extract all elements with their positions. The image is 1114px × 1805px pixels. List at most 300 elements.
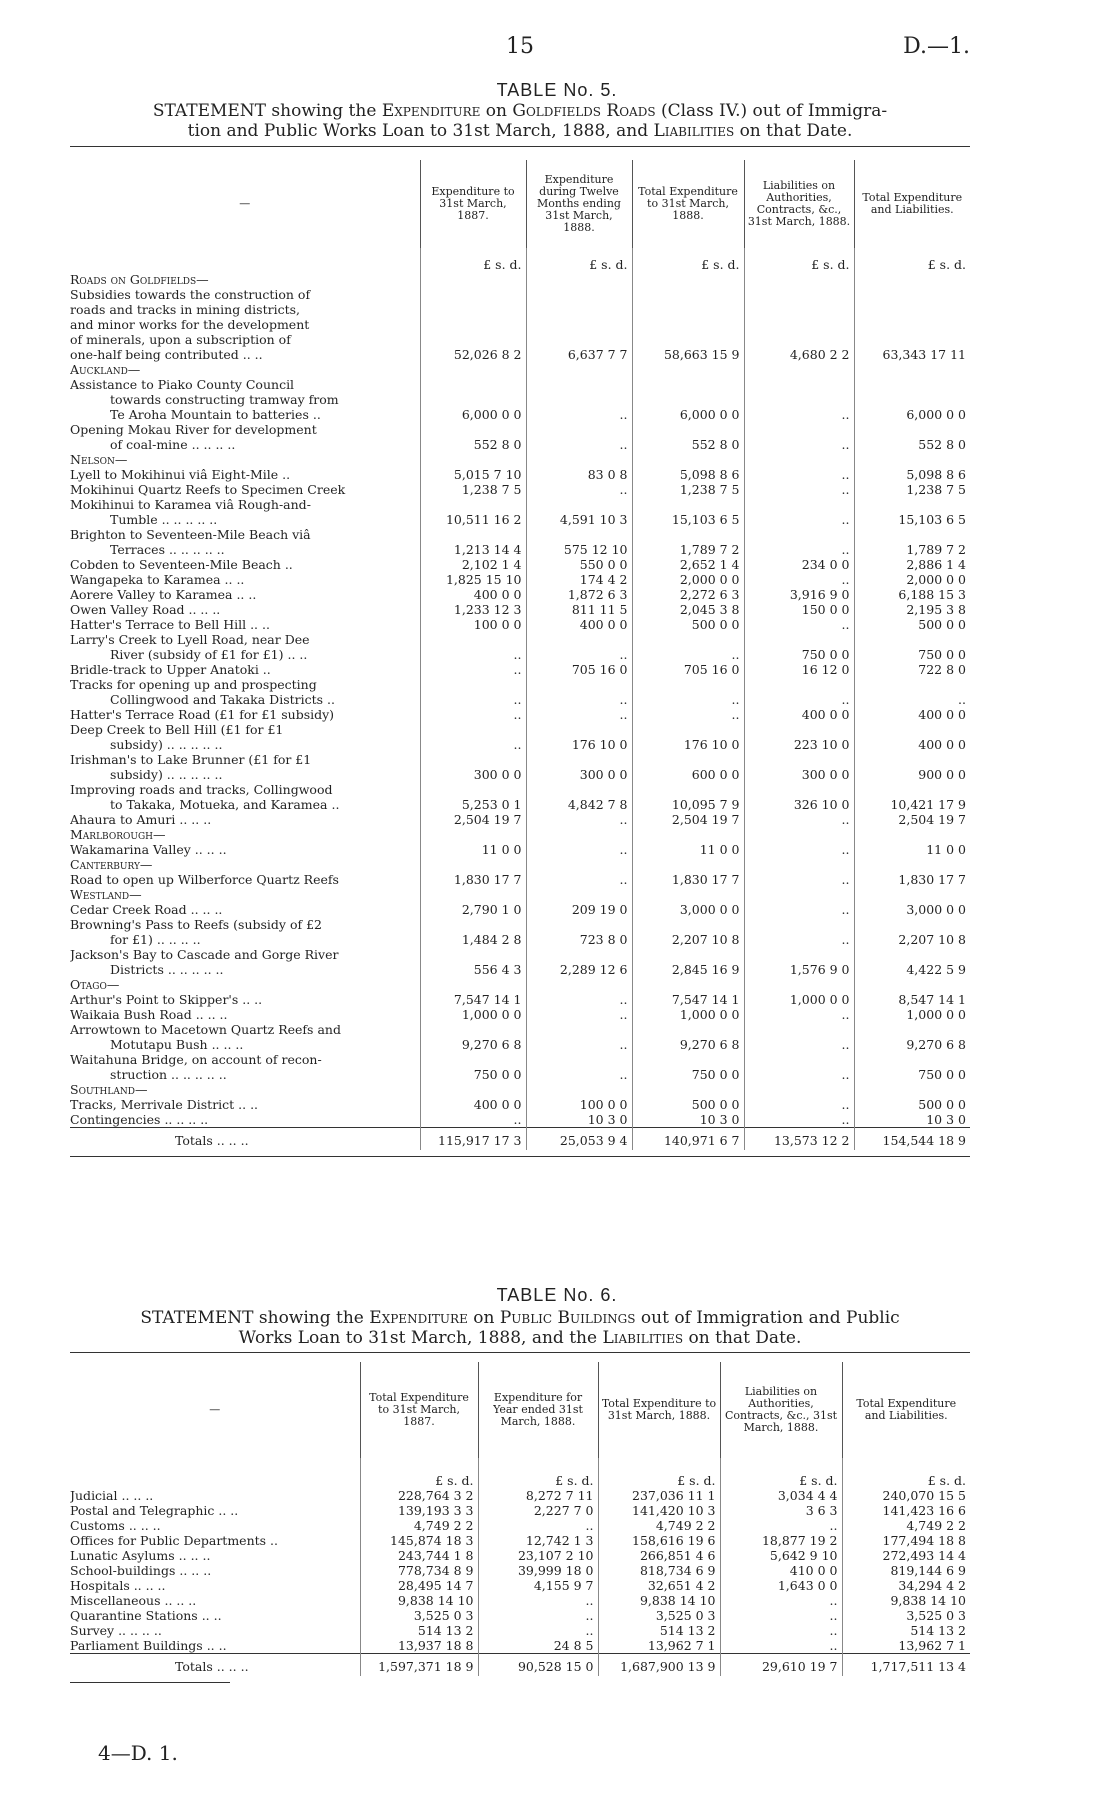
table5-row-label: Ahaura to Amuri .. .. ..: [70, 812, 212, 827]
table5-row-value: [854, 497, 970, 512]
table5-row: [70, 587, 970, 602]
table5-row-label: Road to open up Wilberforce Quartz Reefs: [70, 872, 339, 887]
table5-row-value: [526, 632, 632, 647]
table5-row-value: [420, 1022, 526, 1037]
table5-row-value: 2,102 1 4: [420, 557, 526, 572]
table5-row-label: for £1) .. .. .. ..: [110, 932, 201, 947]
table5-row-label: to Takaka, Motueka, and Karamea ..: [110, 797, 340, 812]
table5-row-value: [632, 632, 744, 647]
page-number: 15: [506, 34, 534, 59]
table6-row-label: Parliament Buildings .. ..: [70, 1638, 227, 1653]
table6-col-5: Total Expenditure and Liabilities.: [842, 1362, 970, 1458]
table5-row-value: ..: [526, 407, 632, 422]
table5: [70, 160, 970, 1150]
table5-row-value: [854, 887, 970, 902]
table5-row-value: [744, 857, 854, 872]
table5-row-label: Motutapu Bush .. .. ..: [110, 1037, 244, 1052]
table5-row: [70, 1097, 970, 1112]
table5-row-value: 209 19 0: [526, 902, 632, 917]
table6-col-4: Liabilities on Authorities, Contracts, &c., 31st March, 1888.: [720, 1362, 842, 1458]
table5-row-value: 1,789 7 2: [854, 542, 970, 557]
table5-row-value: 600 0 0: [632, 767, 744, 782]
table5-row-value: 52,026 8 2: [420, 347, 526, 362]
table5-row-value: 400 0 0: [744, 707, 854, 722]
table6-row-label: Offices for Public Departments ..: [70, 1533, 278, 1548]
table5-row-value: 1,238 7 5: [632, 482, 744, 497]
table5-row-value: 9,270 6 8: [854, 1037, 970, 1052]
table5-row-value: [744, 947, 854, 962]
table5-totals-label: Totals .. .. ..: [70, 1128, 420, 1151]
table6-col-0: —: [209, 1403, 221, 1416]
table5-row-value: 6,000 0 0: [854, 407, 970, 422]
table5-row-value: [526, 1022, 632, 1037]
table5-row-value: 750 0 0: [744, 647, 854, 662]
table5-unit-cell: £ s. d.: [420, 248, 526, 272]
table5-row-value: 11 0 0: [854, 842, 970, 857]
table5-row-label: Te Aroha Mountain to batteries ..: [110, 407, 321, 422]
table5-row-value: ..: [526, 992, 632, 1007]
table5-row-value: [420, 332, 526, 347]
table5-row: [70, 542, 970, 557]
table6-row: [70, 1593, 970, 1608]
table6-row-value: 8,272 7 11: [478, 1488, 598, 1503]
table5-row-value: [632, 377, 744, 392]
table5-row-value: 400 0 0: [854, 707, 970, 722]
table5-col-5: Total Expenditure and Liabilities.: [854, 160, 970, 248]
table5-col-2: Expenditure during Twelve Months ending 31st March, 1888.: [526, 160, 632, 248]
table5-row-label: Mokihinui to Karamea viâ Rough-and-: [70, 497, 311, 512]
table5-row-value: ..: [744, 872, 854, 887]
table5-row-value: 15,103 6 5: [854, 512, 970, 527]
table5-row-value: [420, 1082, 526, 1097]
table6-col-3: Total Expenditure to 31st March, 1888.: [598, 1362, 720, 1458]
table5-row-value: 1,000 0 0: [420, 1007, 526, 1022]
table5-row-value: 550 0 0: [526, 557, 632, 572]
table5-row-value: [420, 527, 526, 542]
table5-row-value: [854, 917, 970, 932]
table5-row-value: [744, 332, 854, 347]
table5-row-value: ..: [632, 692, 744, 707]
table6-row-value: 39,999 18 0: [478, 1563, 598, 1578]
table5-row-label: Contingencies .. .. .. ..: [70, 1112, 209, 1127]
table5-row-value: ..: [744, 617, 854, 632]
table5-row: [70, 752, 970, 767]
table5-top-rule: [70, 146, 970, 147]
table5-row-value: [744, 452, 854, 467]
table5-row-value: [744, 977, 854, 992]
table5-row-value: ..: [420, 737, 526, 752]
table5-row-value: [420, 362, 526, 377]
table5-row-value: [854, 947, 970, 962]
table5-statement: STATEMENT showing the Expenditure on Goldfields Roads (Class IV.) out of Immigra- tion and Public Works Loan to 31st March, 1888, and Liabilities on that Date.: [152, 101, 888, 141]
table6-row-value: 514 13 2: [360, 1623, 478, 1638]
table6-unit-cell: £ s. d.: [720, 1458, 842, 1488]
table5-totals-value: 13,573 12 2: [744, 1128, 854, 1151]
table5-row-value: ..: [526, 692, 632, 707]
table5-row-value: 2,207 10 8: [632, 932, 744, 947]
table5-row: [70, 662, 970, 677]
table5-row-value: 500 0 0: [854, 617, 970, 632]
table5-row: [70, 992, 970, 1007]
table5-row-value: ..: [526, 647, 632, 662]
table5-totals-row: [70, 1128, 970, 1151]
table6-row-value: 18,877 19 2: [720, 1533, 842, 1548]
table5-row-value: [854, 377, 970, 392]
table6-row-value: ..: [720, 1518, 842, 1533]
table5-row-value: 7,547 14 1: [632, 992, 744, 1007]
table5-row-label: Mokihinui Quartz Reefs to Specimen Creek: [70, 482, 346, 497]
table5-row-value: ..: [526, 437, 632, 452]
table5-row-label: and minor works for the development: [70, 317, 310, 332]
table5-row-label: Arthur's Point to Skipper's .. ..: [70, 992, 263, 1007]
table5-row-value: [420, 752, 526, 767]
table5-row: [70, 827, 970, 842]
table5-row-label: Larry's Creek to Lyell Road, near Dee: [70, 632, 310, 647]
table6-row-value: 13,962 7 1: [842, 1638, 970, 1654]
table5-unit-cell: £ s. d.: [632, 248, 744, 272]
table6-row-value: 9,838 14 10: [598, 1593, 720, 1608]
table5-row-value: [632, 977, 744, 992]
table5-row-value: [744, 827, 854, 842]
table5-row-value: [420, 722, 526, 737]
table5-row-label: Browning's Pass to Reefs (subsidy of £2: [70, 917, 322, 932]
table5-row-value: [526, 677, 632, 692]
table5-row-value: ..: [744, 1067, 854, 1082]
table5-row-value: 4,842 7 8: [526, 797, 632, 812]
table5-row-value: 6,188 15 3: [854, 587, 970, 602]
table6-row-value: 514 13 2: [842, 1623, 970, 1638]
table5-row-value: 63,343 17 11: [854, 347, 970, 362]
table5-row: [70, 272, 970, 287]
table6-row-value: 34,294 4 2: [842, 1578, 970, 1593]
table6-row-label: Lunatic Asylums .. .. ..: [70, 1548, 211, 1563]
table5-header-row: [70, 160, 970, 248]
table5-row-value: 83 0 8: [526, 467, 632, 482]
table6-totals-value: 90,528 15 0: [478, 1654, 598, 1677]
table5-row: [70, 482, 970, 497]
table5-row-value: 2,504 19 7: [632, 812, 744, 827]
table5-row-value: ..: [744, 1097, 854, 1112]
table5-row-value: 500 0 0: [632, 1097, 744, 1112]
table5-row-value: [744, 362, 854, 377]
table5-row-value: [632, 497, 744, 512]
table6-row-value: ..: [720, 1623, 842, 1638]
table5-row-label: subsidy) .. .. .. .. ..: [110, 737, 223, 752]
table5-row-value: [526, 722, 632, 737]
table5-row: [70, 947, 970, 962]
table5-row-value: ..: [420, 1112, 526, 1128]
table5-row-label: Collingwood and Takaka Districts ..: [110, 692, 335, 707]
table5-row-value: 223 10 0: [744, 737, 854, 752]
table5-totals-value: 115,917 17 3: [420, 1128, 526, 1151]
table6-units-blank: [70, 1458, 360, 1488]
table5-row-value: [632, 302, 744, 317]
table5-row-value: [854, 1022, 970, 1037]
table5-row-value: 500 0 0: [854, 1097, 970, 1112]
table6-row-value: 32,651 4 2: [598, 1578, 720, 1593]
table5-row-value: [854, 422, 970, 437]
table5-row: [70, 287, 970, 302]
table5-row-label: of minerals, upon a subscription of: [70, 332, 291, 347]
table5-row-value: 176 10 0: [526, 737, 632, 752]
table5-row-value: [854, 362, 970, 377]
table6-row: [70, 1518, 970, 1533]
table5-row: [70, 932, 970, 947]
table5-row-label: Tracks for opening up and prospecting: [70, 677, 317, 692]
table5-row-value: 1,000 0 0: [744, 992, 854, 1007]
table5-row-label: River (subsidy of £1 for £1) .. ..: [110, 647, 308, 662]
table5-row-value: [854, 392, 970, 407]
table6-row-label: Judicial .. .. ..: [70, 1488, 154, 1503]
table5-row-value: 2,000 0 0: [854, 572, 970, 587]
table6-totals-row: [70, 1654, 970, 1677]
table6-row-label: Quarantine Stations .. ..: [70, 1608, 222, 1623]
table5-row-value: [420, 827, 526, 842]
table6-row-value: 237,036 11 1: [598, 1488, 720, 1503]
table5-row-value: ..: [744, 467, 854, 482]
table5-row-value: 4,591 10 3: [526, 512, 632, 527]
table5-row-value: [526, 302, 632, 317]
table5-row-value: ..: [744, 542, 854, 557]
table5-row-value: ..: [420, 662, 526, 677]
table5-row-value: 400 0 0: [420, 1097, 526, 1112]
table5-row-value: 575 12 10: [526, 542, 632, 557]
table5-row-value: [420, 1052, 526, 1067]
table5-row-value: 1,872 6 3: [526, 587, 632, 602]
table6-row: [70, 1608, 970, 1623]
table5-row-value: 10,511 16 2: [420, 512, 526, 527]
table5-row-value: [744, 527, 854, 542]
table5-row: [70, 917, 970, 932]
table6-statement: STATEMENT showing the Expenditure on Public Buildings out of Immigration and Public Works Loan to 31st March, 1888, and the Liabilities on that Date.: [140, 1308, 900, 1348]
table5-row-value: [854, 827, 970, 842]
table5-row-value: [526, 782, 632, 797]
table5-row-value: 234 0 0: [744, 557, 854, 572]
table5-row-value: 326 10 0: [744, 797, 854, 812]
table5-row: [70, 782, 970, 797]
table5-row-label: subsidy) .. .. .. .. ..: [110, 767, 223, 782]
table6-row-value: 145,874 18 3: [360, 1533, 478, 1548]
table6-row-value: 778,734 8 9: [360, 1563, 478, 1578]
table5-row-value: 2,845 16 9: [632, 962, 744, 977]
table5-row-value: [632, 452, 744, 467]
table5-row-value: [526, 917, 632, 932]
table5-row-label: Westland—: [70, 887, 142, 902]
table6-row-value: 266,851 4 6: [598, 1548, 720, 1563]
table5-row-value: 1,000 0 0: [854, 1007, 970, 1022]
table5-row-label: struction .. .. .. .. ..: [110, 1067, 227, 1082]
table5-row-value: 2,045 3 8: [632, 602, 744, 617]
table5-row-value: [854, 632, 970, 647]
table6-totals-value: 1,717,511 13 4: [842, 1654, 970, 1677]
table5-row-value: [420, 452, 526, 467]
table5-row-value: 9,270 6 8: [632, 1037, 744, 1052]
table5-row-value: 1,825 15 10: [420, 572, 526, 587]
table6-row: [70, 1533, 970, 1548]
table5-row-value: [526, 857, 632, 872]
table5-bottom-rule: [70, 1156, 970, 1157]
table5-row: [70, 1022, 970, 1037]
table5-row-value: 1,233 12 3: [420, 602, 526, 617]
table5-row: [70, 797, 970, 812]
table5-row-value: [632, 1052, 744, 1067]
table5-row-value: 16 12 0: [744, 662, 854, 677]
table5-row-label: Waitahuna Bridge, on account of recon-: [70, 1052, 322, 1067]
table5-row-value: [526, 287, 632, 302]
table5-row: [70, 1037, 970, 1052]
table5-row-value: ..: [632, 707, 744, 722]
table5-row-label: Assistance to Piako County Council: [70, 377, 295, 392]
table5-row-value: [420, 782, 526, 797]
table5-row-value: 723 8 0: [526, 932, 632, 947]
table5-row-value: [526, 452, 632, 467]
table6-row-value: 23,107 2 10: [478, 1548, 598, 1563]
table5-row-value: [854, 677, 970, 692]
table5-row-value: ..: [744, 512, 854, 527]
table5-row-value: ..: [526, 482, 632, 497]
table5-row-value: [744, 782, 854, 797]
table6-row-value: 141,423 16 6: [842, 1503, 970, 1518]
table5-row-value: 2,289 12 6: [526, 962, 632, 977]
table5-row-value: [632, 362, 744, 377]
table6-row-value: 1,643 0 0: [720, 1578, 842, 1593]
table6-row: [70, 1623, 970, 1638]
table5-row-value: ..: [526, 872, 632, 887]
table5-row: [70, 902, 970, 917]
table5-row: [70, 647, 970, 662]
table5-row-value: [632, 1022, 744, 1037]
table5-row-value: [854, 722, 970, 737]
table5-row-value: 705 16 0: [632, 662, 744, 677]
table5-row-value: 1,000 0 0: [632, 1007, 744, 1022]
table5-row: [70, 677, 970, 692]
table5-row: [70, 1067, 970, 1082]
table5-totals-value: 140,971 6 7: [632, 1128, 744, 1151]
table5-row-value: ..: [526, 842, 632, 857]
table5-row-label: Hatter's Terrace to Bell Hill .. ..: [70, 617, 270, 632]
table6-row-value: ..: [720, 1608, 842, 1623]
table5-row-value: ..: [744, 902, 854, 917]
table5-row-value: 1,830 17 7: [632, 872, 744, 887]
table6-row-value: ..: [720, 1593, 842, 1608]
table5-row-value: [744, 1052, 854, 1067]
table5-row-label: roads and tracks in mining districts,: [70, 302, 301, 317]
table6-row-value: 4,749 2 2: [360, 1518, 478, 1533]
table5-row-value: [632, 917, 744, 932]
table6-row-value: ..: [720, 1638, 842, 1654]
table5-row-label: Nelson—: [70, 452, 128, 467]
table5-units-row: [70, 248, 970, 272]
table6-unit-cell: £ s. d.: [842, 1458, 970, 1488]
table5-row-value: 6,000 0 0: [632, 407, 744, 422]
table5-row-value: [632, 1082, 744, 1097]
table6-row-value: 9,838 14 10: [360, 1593, 478, 1608]
table5-row-value: ..: [744, 932, 854, 947]
table5-row-value: [420, 287, 526, 302]
table5-row-value: [632, 752, 744, 767]
table5-row-label: Irishman's to Lake Brunner (£1 for £1: [70, 752, 312, 767]
table5-row: [70, 617, 970, 632]
table5-row-value: 4,422 5 9: [854, 962, 970, 977]
table6-row-value: 240,070 15 5: [842, 1488, 970, 1503]
table5-row: [70, 527, 970, 542]
table5-row-value: 150 0 0: [744, 602, 854, 617]
table5-row-value: 2,272 6 3: [632, 587, 744, 602]
table5-row-value: ..: [526, 1037, 632, 1052]
table5-row-value: 11 0 0: [420, 842, 526, 857]
table6-row-value: 141,420 10 3: [598, 1503, 720, 1518]
table5-row-value: [420, 392, 526, 407]
table5-row-value: ..: [744, 842, 854, 857]
table5-unit-cell: £ s. d.: [854, 248, 970, 272]
table5-row-value: [744, 272, 854, 287]
table5-row-value: [420, 422, 526, 437]
table5-col-1: Expenditure to 31st March, 1887.: [420, 160, 526, 248]
table5-row-value: [744, 317, 854, 332]
table5-row-value: 1,238 7 5: [854, 482, 970, 497]
table6-row-value: 13,962 7 1: [598, 1638, 720, 1654]
table5-row-value: 11 0 0: [632, 842, 744, 857]
table5-row-label: Roads on Goldfields—: [70, 272, 209, 287]
table6-row-value: 4,749 2 2: [598, 1518, 720, 1533]
table6-row-value: ..: [478, 1518, 598, 1533]
table6-totals-value: 1,687,900 13 9: [598, 1654, 720, 1677]
table6-row-value: 4,155 9 7: [478, 1578, 598, 1593]
table5-unit-cell: £ s. d.: [526, 248, 632, 272]
table5-row-value: [744, 392, 854, 407]
table5-row-value: 750 0 0: [854, 1067, 970, 1082]
table5-row-value: 300 0 0: [744, 767, 854, 782]
table5-row-value: ..: [632, 647, 744, 662]
table6-row: [70, 1578, 970, 1593]
table5-row-value: 3,000 0 0: [854, 902, 970, 917]
table5-row-label: Canterbury—: [70, 857, 153, 872]
table5-row-value: [632, 947, 744, 962]
table5-row-value: 1,830 17 7: [854, 872, 970, 887]
table5-row: [70, 812, 970, 827]
table5-row: [70, 347, 970, 362]
table5-row-label: one-half being contributed .. ..: [70, 347, 263, 362]
table5-row: [70, 497, 970, 512]
table5-row-label: Cobden to Seventeen-Mile Beach ..: [70, 557, 293, 572]
table6-row-label: School-buildings .. .. ..: [70, 1563, 212, 1578]
table6-row: [70, 1548, 970, 1563]
table5-row-label: Deep Creek to Bell Hill (£1 for £1: [70, 722, 284, 737]
table5-row-value: [526, 497, 632, 512]
table5-row-value: ..: [744, 407, 854, 422]
table6: [70, 1362, 970, 1676]
table5-row-value: 10,095 7 9: [632, 797, 744, 812]
table5-row: [70, 632, 970, 647]
table5-row-value: [744, 377, 854, 392]
table6-row-value: 243,744 1 8: [360, 1548, 478, 1563]
table6-unit-cell: £ s. d.: [478, 1458, 598, 1488]
table5-row: [70, 392, 970, 407]
table5-row-value: [420, 272, 526, 287]
table5-row: [70, 707, 970, 722]
table5-row-value: 750 0 0: [854, 647, 970, 662]
table5-row: [70, 1082, 970, 1097]
table6-totals-label: Totals .. .. ..: [70, 1654, 360, 1677]
table5-row-value: 2,000 0 0: [632, 572, 744, 587]
table5-row-value: 300 0 0: [420, 767, 526, 782]
table5-row-value: [526, 1052, 632, 1067]
table6-row-value: 3,034 4 4: [720, 1488, 842, 1503]
table5-row-value: ..: [420, 692, 526, 707]
document-reference: D.—1.: [903, 34, 970, 59]
table5-row-value: [632, 677, 744, 692]
table5-row-value: [526, 362, 632, 377]
